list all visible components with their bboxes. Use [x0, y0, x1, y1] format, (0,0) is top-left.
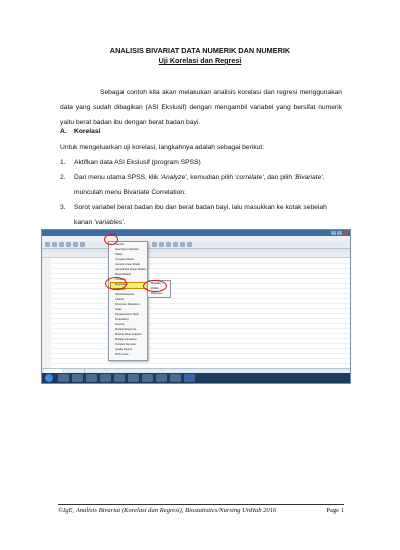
spss-screenshot — [41, 229, 351, 384]
footer-rule — [58, 504, 344, 505]
correlate-term: 'correlate' — [234, 174, 264, 181]
analyze-menu-item[interactable]: ROC Curve... — [115, 353, 131, 356]
variables-icon — [159, 242, 164, 247]
step-text-part: , kemudian pilih — [186, 174, 235, 181]
analyze-menu-item[interactable]: Tables — [115, 253, 123, 256]
analyze-menu-item[interactable]: Missing Value Analysis... — [115, 333, 144, 336]
document-subtitle: Uji Korelasi dan Regresi — [158, 56, 242, 65]
page-footer — [58, 507, 344, 514]
taskbar-app[interactable] — [156, 374, 167, 382]
select-cases-icon — [187, 242, 192, 247]
analyze-menu-item[interactable]: Neural Networks — [115, 293, 135, 296]
analyze-menu-item[interactable]: Reports — [115, 243, 125, 246]
step-number: 2. — [60, 174, 66, 181]
analyze-term: 'Analyze' — [160, 174, 187, 181]
analyze-menu-item[interactable]: Multiple Response — [115, 328, 137, 331]
analyze-menu-item[interactable]: Nonparametric Tests — [115, 313, 139, 316]
taskbar-app[interactable] — [170, 374, 181, 382]
print-icon — [59, 242, 64, 247]
bivariate-term: 'Bivariate' — [294, 174, 323, 181]
correlate-highlight-circle — [105, 277, 127, 290]
open-icon — [45, 242, 50, 247]
step-text-part: Sorot variabel berat badan ibu dan berat badan bayi, lalu masukkan ke kotak sebelah kanan — [74, 204, 327, 226]
analyze-menu-item[interactable]: Correlate — [115, 278, 126, 281]
analyze-menu-item[interactable]: Multiple Imputation — [115, 338, 137, 341]
goto-case-icon — [152, 242, 157, 247]
analyze-menu-item[interactable]: Complex Samples — [115, 343, 137, 346]
analyze-menu-item[interactable]: Classify — [115, 298, 125, 301]
weight-cases-icon — [180, 242, 185, 247]
correlate-submenu-item[interactable]: Partial... — [151, 287, 161, 290]
section-a-intro: Untuk mengeluarkan uji korelasi, langkahnya adalah sebagai berikut: — [60, 144, 265, 151]
step-text — [74, 170, 342, 200]
analyze-menu-item[interactable]: Dimension Reduction — [115, 303, 140, 306]
taskbar-app[interactable] — [58, 374, 69, 382]
analyze-menu-item[interactable]: Mixed Models — [115, 273, 132, 276]
redo-icon — [80, 242, 85, 247]
intro-paragraph: Sebagai contoh kita akan melakukan analisis korelasi dan regresi menggunakan data yang sudah dibagikan (ASI Ekslusif) dengan mengambil variabel yang bersifat numerik yaitu berat badan ibu dengan berat badan bayi. — [60, 89, 342, 126]
analyze-menu-item[interactable]: Generalized Linear Models — [115, 268, 146, 271]
close-icon — [343, 231, 348, 235]
data-grid — [42, 252, 350, 368]
step-text-part: . — [123, 219, 126, 226]
document-title: ANALISIS BIVARIAT DATA NUMERIK DAN NUMERIK — [109, 46, 291, 55]
analyze-menu-item[interactable]: Survival — [115, 323, 125, 326]
minimize-icon — [331, 231, 336, 235]
analyze-menu — [108, 241, 148, 361]
taskbar-app[interactable] — [142, 374, 153, 382]
toolbar — [42, 241, 350, 249]
step-number: 3. — [60, 204, 66, 211]
bivariate-highlight-circle — [143, 280, 167, 292]
word-app-icon[interactable] — [184, 374, 195, 382]
footer-text: ©IgE, Analisis Bivariat (Korelasi dan Regresi), Biostatistics/Nursing UnHab 2016 — [58, 507, 277, 514]
save-icon — [52, 242, 57, 247]
section-a-title: Korelasi — [74, 128, 101, 135]
section-a-heading — [60, 128, 100, 135]
step-text-part: , munculah menu Bivariate Correlation: — [74, 174, 325, 196]
step-text-part: Dari menu utama SPSS, klik — [74, 174, 161, 181]
section-a-label: A. — [60, 128, 67, 135]
undo-icon — [73, 242, 78, 247]
step-text: Aktifkan data ASI Ekslusif (program SPSS) — [74, 159, 201, 166]
analyze-menu-item[interactable]: Scale — [115, 308, 122, 311]
windows-taskbar — [42, 373, 350, 383]
analyze-highlight-circle — [104, 234, 118, 245]
step-text-part: , dan pilih — [263, 174, 294, 181]
analyze-menu-item[interactable]: Regression — [115, 283, 129, 286]
taskbar-app[interactable] — [86, 374, 97, 382]
correlate-submenu-item[interactable]: Distances... — [151, 292, 165, 295]
analyze-menu-item[interactable]: Forecasting — [115, 318, 129, 321]
taskbar-app[interactable] — [100, 374, 111, 382]
taskbar-app[interactable] — [114, 374, 125, 382]
analyze-menu-item[interactable]: Quality Control — [115, 348, 133, 351]
correlate-submenu-item[interactable]: Bivariate... — [151, 282, 163, 285]
find-icon — [166, 242, 171, 247]
page-number: Page 1 — [326, 507, 344, 514]
start-button[interactable] — [45, 374, 53, 382]
analyze-menu-item[interactable]: Compare Means — [115, 258, 135, 261]
analyze-menu-item[interactable]: Descriptive Statistics — [115, 248, 139, 251]
step-text — [74, 200, 342, 230]
taskbar-app[interactable] — [128, 374, 139, 382]
split-file-icon — [173, 242, 178, 247]
variables-term: 'variables' — [94, 219, 124, 226]
step-number: 1. — [60, 159, 66, 166]
dialog-recall-icon — [66, 242, 71, 247]
analyze-menu-item[interactable]: General Linear Model — [115, 263, 140, 266]
maximize-icon — [337, 231, 342, 235]
analyze-menu-item[interactable]: Loglinear — [115, 288, 126, 291]
taskbar-app[interactable] — [72, 374, 83, 382]
